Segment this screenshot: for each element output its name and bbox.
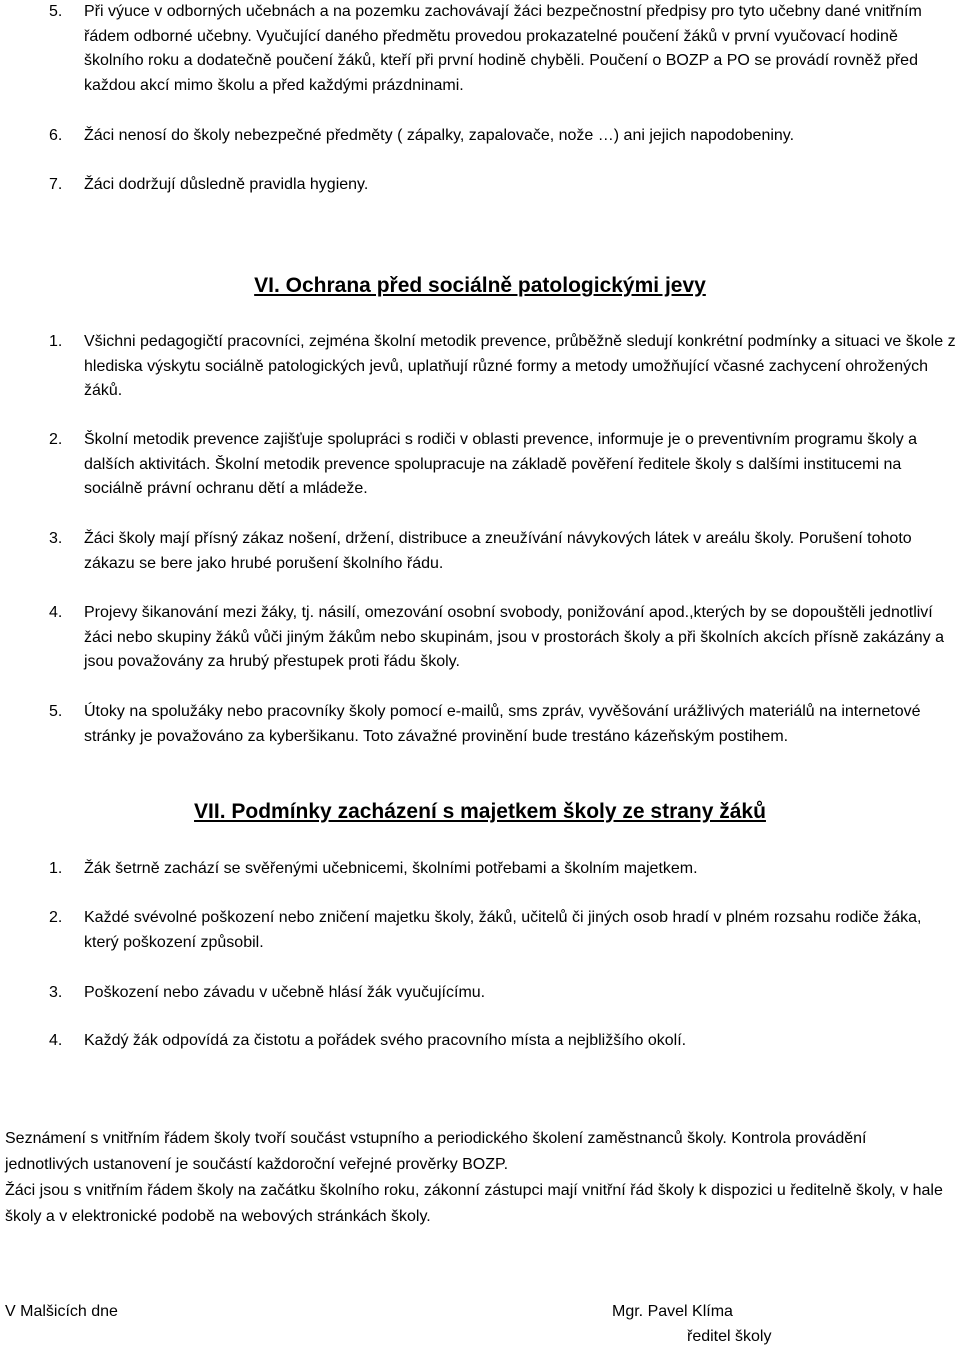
section-heading: VI. Ochrana před sociálně patologickými jevy xyxy=(254,274,706,297)
item-text: Každé svévolné poškození nebo zničení majetku školy, žáků, učitelů či jiných osob hradí v plném rozsahu rodiče žáka, který poškození způsobil. xyxy=(84,909,922,951)
item-number: 4. xyxy=(49,604,63,621)
item-number: 5. xyxy=(49,703,63,720)
item-number: 1. xyxy=(49,333,63,350)
item-number: 2. xyxy=(49,431,63,448)
place-date: V Malšicích dne xyxy=(5,1303,118,1320)
item-text: Školní metodik prevence zajišťuje spolupráci s rodiči v oblasti prevence, informuje je o preventivním programu školy a dalších aktivitách. Školní metodik prevence spolupracuje na základě pověření ředitele školy s dalšími institucemi na sociálně právní ochranu dětí a mládeže. xyxy=(84,431,918,497)
item-number: 5. xyxy=(49,3,63,20)
item-number: 4. xyxy=(49,1032,63,1049)
closing-paragraph: Žáci jsou s vnitřním řádem školy na začátku školního roku, zákonní zástupci mají vnitřní řád školy k dispozici u ředitelně školy, v hale školy a v elektronické podobě na webových stránkách školy. xyxy=(5,1182,943,1225)
signatory-role: ředitel školy xyxy=(687,1328,772,1345)
item-text: Všichni pedagogičtí pracovníci, zejména školní metodik prevence, průběžně sledují konkrétní podmínky a situaci ve škole z hlediska výskytu sociálně patologických jevů, uplatňují různé formy a metody umožňující včasné zachycení ohrožených žáků. xyxy=(84,333,956,399)
item-text: Poškození nebo závadu v učebně hlásí žák vyučujícímu. xyxy=(84,984,486,1001)
signatory-name: Mgr. Pavel Klíma xyxy=(612,1303,733,1320)
item-text: Žáci nenosí do školy nebezpečné předměty ( zápalky, zapalovače, nože …) ani jejich napodobeniny. xyxy=(84,127,795,144)
item-number: 3. xyxy=(49,984,63,1001)
closing-paragraph: Seznámení s vnitřním řádem školy tvoří součást vstupního a periodického školení zaměstnanců školy. Kontrola provádění jednotlivých ustanovení je součástí každoroční veřejné prověrky BOZP. xyxy=(5,1130,867,1173)
item-text: Každý žák odpovídá za čistotu a pořádek svého pracovního místa a nejbližšího okolí. xyxy=(84,1032,687,1049)
item-number: 1. xyxy=(49,860,63,877)
item-text: Útoky na spolužáky nebo pracovníky školy pomocí e-mailů, sms zpráv, vyvěšování urážlivých materiálů na internetové stránky je považováno za kyberšikanu. Toto závažné provinění bude trestáno kázeňským postihem. xyxy=(84,703,921,745)
item-text: Projevy šikanování mezi žáky, tj. násilí, omezování osobní svobody, ponižování apod.,kterých by se dopouštěli jednotliví žáci nebo skupiny žáků vůči jiným žákům nebo skupinám, jsou v prostorách školy a při školních akcích přísně zakázány a jsou považovány za hrubý přestupek proti řádu školy. xyxy=(84,604,944,670)
item-number: 7. xyxy=(49,176,63,193)
section-heading: VII. Podmínky zacházení s majetkem školy ze strany žáků xyxy=(194,800,766,823)
item-text: Při výuce v odborných učebnách a na pozemku zachovávají žáci bezpečnostní předpisy pro tyto učebny dané vnitřním řádem odborné učebny. Vyučující daného předmětu provedou prokazatelné poučení žáků v první vyučovací hodině školního roku a dodatečně poučení žáků, kteří při první hodině chyběli. Poučení o BOZP a PO se provádí rovněž před každou akcí mimo školu a před každými prázdninami. xyxy=(84,3,922,94)
item-number: 2. xyxy=(49,909,63,926)
item-text: Žáci školy mají přísný zákaz nošení, držení, distribuce a zneužívání návykových látek v areálu školy. Porušení tohoto zákazu se bere jako hrubé porušení školního řádu. xyxy=(84,530,912,572)
item-number: 6. xyxy=(49,127,63,144)
item-text: Žáci dodržují důsledně pravidla hygieny. xyxy=(84,176,369,193)
item-number: 3. xyxy=(49,530,63,547)
item-text: Žák šetrně zachází se svěřenými učebnicemi, školními potřebami a školním majetkem. xyxy=(84,860,698,877)
